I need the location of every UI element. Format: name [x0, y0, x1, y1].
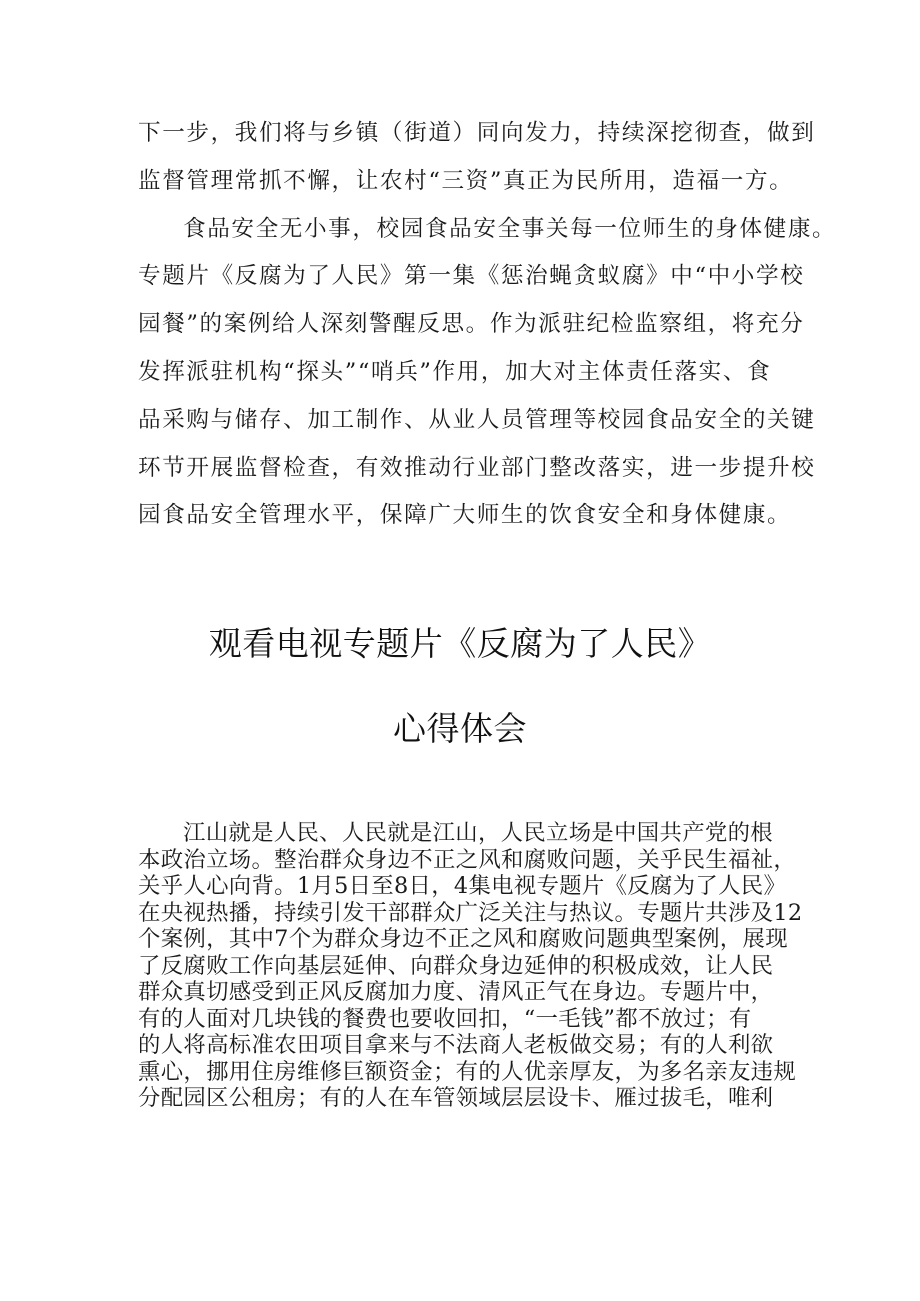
- paragraph-line: 了反腐败工作向基层延伸、向群众身边延伸的积极成效，让人民: [138, 952, 774, 979]
- section-article-body: [138, 820, 803, 1112]
- paragraph-line: 群众真切感受到正风反腐加力度、清风正气在身边。专题片中，: [138, 979, 774, 1005]
- paragraph-line: 江山就是人民、人民就是江山，人民立场是中国共产党的根: [183, 820, 773, 846]
- paragraph-line: 分配园区公租房；有的人在车管领域层层设卡、雁过拔毛，唯利: [138, 1085, 774, 1111]
- paragraph-line: 有的人面对几块钱的餐费也要收回扣，“一毛钱”都不放过；有: [138, 1005, 752, 1032]
- paragraph-line: 专题片《反腐为了人民》第一集《惩治蝇贪蚁腐》中“中小学校: [138, 263, 805, 290]
- paragraph-line: 下一步，我们将与乡镇（街道）同向发力，持续深挖彻查，做到: [138, 120, 816, 146]
- paragraph-line: 关乎人心向背。1月5日至8日，4集电视专题片《反腐为了人民》: [138, 873, 787, 899]
- paragraph-line: 食品安全无小事，校园食品安全事关每一位师生的身体健康。: [183, 215, 837, 242]
- article-title-line-2: 心得体会: [393, 709, 527, 748]
- section-previous-article: [138, 110, 837, 540]
- paragraph-line: 熏心，挪用住房维修巨额资金；有的人优亲厚友，为多名亲友违规: [138, 1058, 797, 1085]
- paragraph-line: 发挥派驻机构“探头”“哨兵”作用，加大对主体责任落实、食: [138, 358, 772, 385]
- paragraph-line: 本政治立场。整治群众身边不正之风和腐败问题，关乎民生福祉，: [138, 846, 797, 873]
- paragraph-line: 个案例，其中7个为群众身边不正之风和腐败问题典型案例，展现: [138, 926, 788, 952]
- article-title-line-1: 观看电视专题片《反腐为了人民》: [208, 624, 712, 663]
- paragraph-line: 监督管理常抓不懈，让农村“三资”真正为民所用，造福一方。: [138, 167, 794, 194]
- paragraph-line: 的人将高标准农田项目拿来与不法商人老板做交易；有的人利欲: [138, 1032, 774, 1058]
- paragraph-line: 品采购与储存、加工制作、从业人员管理等校园食品安全的关键: [138, 406, 816, 433]
- paragraph-line: 环节开展监督检查，有效推动行业部门整改落实，进一步提升校: [138, 454, 816, 481]
- paragraph-line: 在央视热播，持续引发干部群众广泛关注与热议。专题片共涉及12: [138, 899, 803, 926]
- paragraph-line: 园食品安全管理水平，保障广大师生的饮食安全和身体健康。: [138, 502, 792, 529]
- paragraph-line: 园餐”的案例给人深刻警醒反思。作为派驻纪检监察组，将充分: [138, 311, 805, 338]
